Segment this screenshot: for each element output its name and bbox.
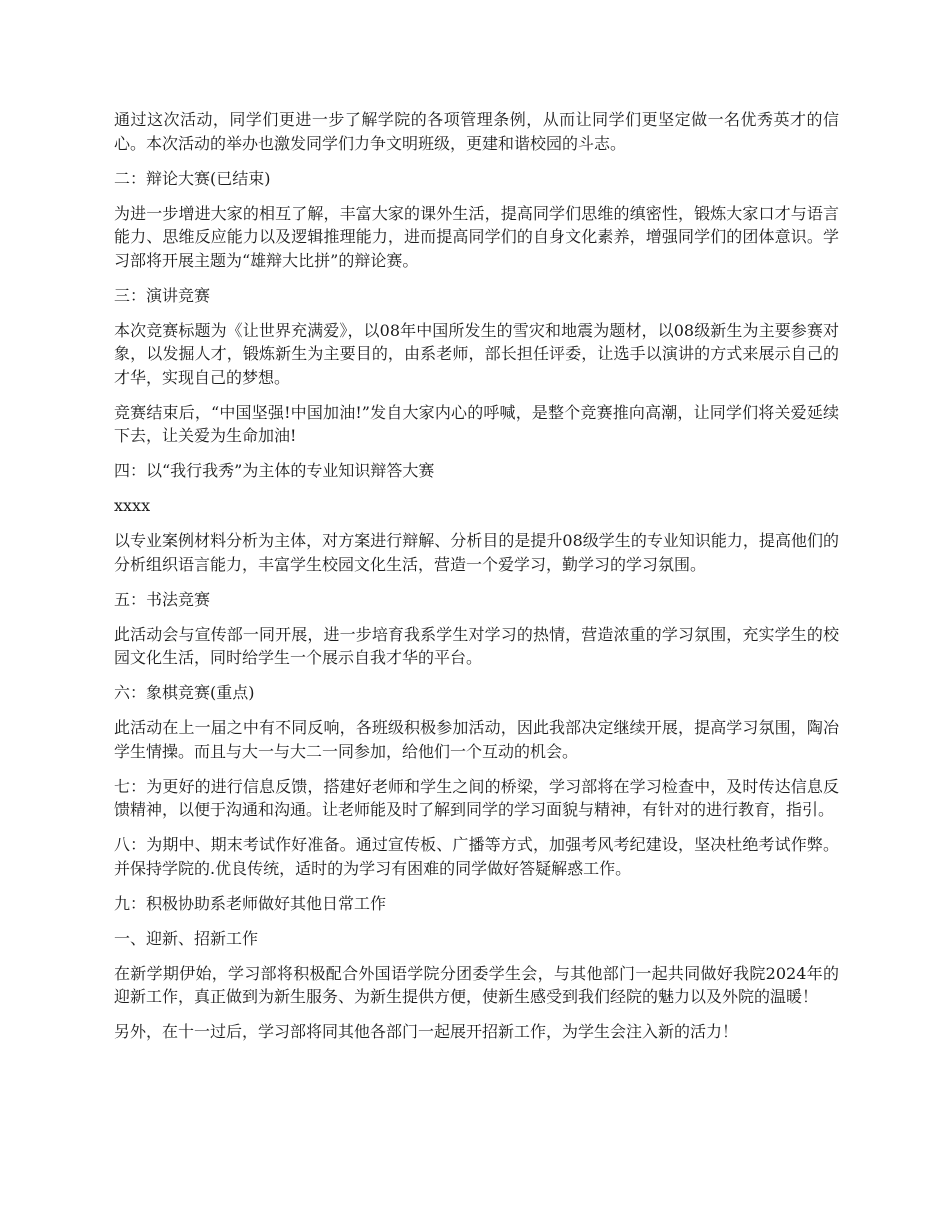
paragraph-recruitment-after-holiday: 另外，在十一过后，学习部将同其他各部门一起展开招新工作，为学生会注入新的活力！ [114,1022,739,1041]
paragraph-exam-preparation: 八：为期中、期末考试作好准备。通过宣传板、广播等方式，加强考风考纪建设，坚决杜绝考试作弊。并保持学院的.优良传统，适时的为学习有困难的同学做好答疑解惑工作。 [114,835,839,878]
heading-debate-contest: 二：辩论大赛(已结束) [114,168,271,188]
paragraph-speech-description: 本次竞赛标题为《让世界充满爱》，以08年中国所发生的雪灾和地震为题材，以08级新生为主要参赛对象，以发掘人才，锻炼新生为主要目的，由系老师，部长担任评委，让选手以演讲的方式来展示自己的才华，实现自己的梦想。 [114,320,839,387]
heading-calligraphy-contest: 五：书法竞赛 [114,589,211,609]
paragraph-knowledge-description: 以专业案例材料分析为主体，对方案进行辩解、分析目的是提升08级学生的专业知识能力，提高他们的分析组织语言能力，丰富学生校园文化生活，营造一个爱学习，勤学习的学习氛围。 [114,531,839,574]
paragraph-speech-result: 竞赛结束后，“中国坚强!中国加油!”发自大家内心的呼喊，是整个竞赛推向高潮，让同学们将关爱延续下去，让关爱为生命加油! [114,402,839,445]
heading-speech-contest: 三：演讲竞赛 [114,285,211,305]
paragraph-activity-summary: 通过这次活动，同学们更进一步了解学院的各项管理条例，从而让同学们更坚定做一名优秀英才的信心。本次活动的举办也激发同学们力争文明班级，更建和谐校园的斗志。 [114,110,839,153]
heading-chess-contest: 六：象棋竞赛(重点) [114,683,255,702]
paragraph-debate-description: 为进一步增进大家的相互了解，丰富大家的课外生活，提高同学们思维的缜密性，锻炼大家口才与语言能力、思维反应能力以及逻辑推理能力，进而提高同学们的自身文化素养，增强同学们的团体意识。学习部将开展主题为“雄辩大比拼”的辩论赛。 [114,203,839,270]
paragraph-feedback: 七：为更好的进行信息反馈，搭建好老师和学生之间的桥梁，学习部将在学习检查中，及时传达信息反馈精神，以便于沟通和沟通。让老师能及时了解到同学的学习面貌与精神，有针对的进行教育，指引。 [114,776,839,819]
paragraph-calligraphy-description: 此活动会与宣传部一同开展，进一步培育我系学生对学习的热情，营造浓重的学习氛围，充实学生的校园文化生活，同时给学生一个展示自我才华的平台。 [114,624,839,667]
heading-recruitment: 一、迎新、招新工作 [114,928,259,948]
paragraph-welcome-freshmen: 在新学期伊始，学习部将积极配合外国语学院分团委学生会，与其他部门一起共同做好我院2024年的迎新工作，真正做到为新生服务、为新生提供方便，使新生感受到我们经院的魅力以及外院的温暖！ [114,963,839,1006]
heading-daily-work: 九：积极协助系老师做好其他日常工作 [114,893,387,913]
heading-knowledge-contest: 四：以“我行我秀”为主体的专业知识辩答大赛 [114,461,435,480]
paragraph-chess-description: 此活动在上一届之中有不同反响，各班级积极参加活动，因此我部决定继续开展，提高学习氛围，陶冶学生情操。而且与大一与大二一同参加，给他们一个互动的机会。 [114,718,839,761]
document-body [114,108,839,1055]
placeholder-text: xxxx [114,496,151,515]
